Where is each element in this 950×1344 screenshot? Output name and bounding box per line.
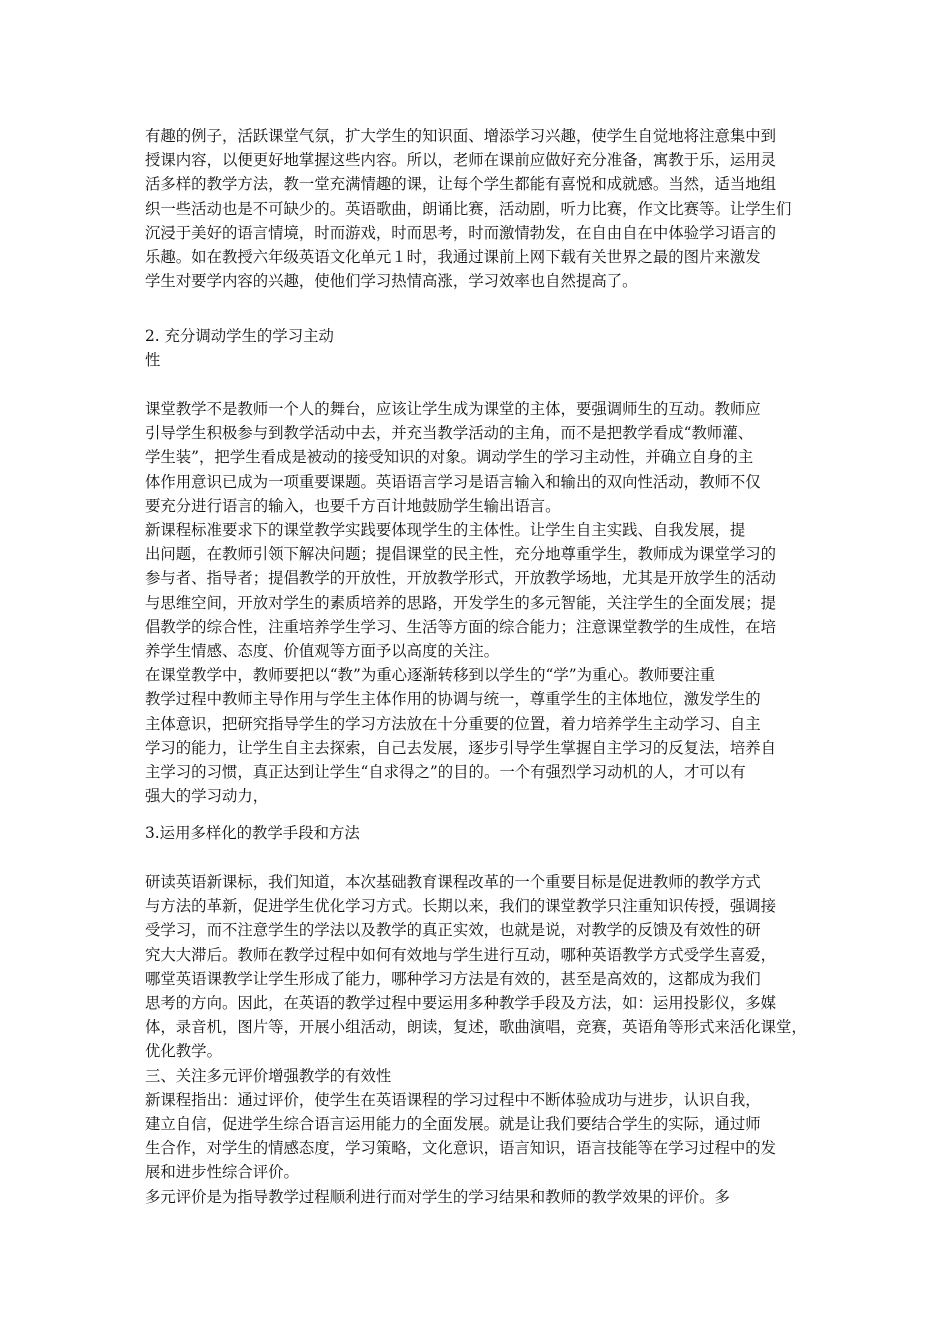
section-heading-2: 2. 充分调动学生的学习主动 性 xyxy=(145,327,334,370)
paragraph-intro: 有趣的例子，活跃课堂气氛，扩大学生的知识面、增添学习兴趣，使学生自觉地将注意集中到 授课内容，以便更好地掌握这些内容。所以，老师在课前应做好充分准备，寓教于乐，运用灵 活多样的教学方法，教一堂充满情趣的课，让每个学生都能有喜悦和成就感。当然，适当地组 织一些活动也是不可缺少的。英语歌曲，朗诵比赛，活动剧，听力比赛，作文比赛等。让学生们 沉浸于美好的语言情境，时而游戏，时而思考，时而激情勃发，在自由自在中体验学习语言的 乐趣。如在教授六年级英语文化单元１时，我通过课前上网下载有关世界之最的图片来激发 学生对要学内容的兴趣，使他们学习热情高涨，学习效率也自然提高了。 xyxy=(145,127,792,291)
section-heading-3: 3.运用多样化的教学手段和方法 xyxy=(145,824,360,842)
paragraph-section-2: 课堂教学不是教师一个人的舞台，应该让学生成为课堂的主体，要强调师生的互动。教师应 引导学生积极参与到教学活动中去，并充当教学活动的主角，而不是把教学看成“教师灌、 学生装”，把学生看成是被动的接受知识的对象。调动学生的学习主动性，并确立自身的主 体作用意识已成为一项重要课题。英语语言学习是语言输入和输出的双向性活动，教师不仅 要充分进行语言的输入，也要千方百计地鼓励学生输出语言。 新课程标准要求下的课堂教学实践要体现学生的主体性。让学生自主实践、自我发展，提 出问题，在教师引领下解决问题；提倡课堂的民主性，充分地尊重学生，教师成为课堂学习的 参与者、指导者；提倡教学的开放性，开放教学形式，开放教学场地，尤其是开放学生的活动 与思维空间，开放对学生的素质培养的思路，开发学生的多元智能，关注学生的全面发展；提 倡教学的综合性，注重培养学生学习、生活等方面的综合能力；注意课堂教学的生成性，在培 养学生情感、态度、价值观等方面予以高度的关注。 在课堂教学中，教师要把以“教”为重心逐渐转移到以学生的“学”为重心。教师要注重 教学过程中教师主导作用与学生主体作用的协调与统一，尊重学生的主体地位，激发学生的 主体意识，把研究指导学生的学习方法放在十分重要的位置，着力培养学生主动学习、自主 学习的能力，让学生自主去探索，自己去发展，逐步引导学生掌握自主学习的反复法，培养自 主学习的习惯，真正达到让学生“自求得之”的目的。一个有强烈学习动机的人，才可以有 强大的学习动力， xyxy=(145,400,777,806)
paragraph-section-3: 研读英语新课标，我们知道，本次基础教育课程改革的一个重要目标是促进教师的教学方式 与方法的革新，促进学生优化学习方式。长期以来，我们的课堂教学只注重知识传授，强调接 受学习，而不注意学生的学法以及教学的真正实效，也就是说，对教学的反馈及有效性的研 究大大滞后。教师在教学过程中如何有效地与学生进行互动，哪种英语教学方式受学生喜爱， 哪堂英语课教学让学生形成了能力，哪种学习方法是有效的，甚至是高效的，这都成为我们 思考的方向。因此，在英语的教学过程中要运用多种教学手段及方法，如：运用投影仪，多媒 体，录音机，图片等，开展小组活动，朗读，复述，歌曲演唱，竞赛，英语角等形式来活化课堂， 优化教学。 三、关注多元评价增强教学的有效性 新课程指出：通过评价，使学生在英语课程的学习过程中不断体验成功与进步，认识自我， 建立自信，促进学生综合语言运用能力的全面发展。就是让我们要结合学生的实际，通过师 生合作，对学生的情感态度，学习策略，文化意识，语言知识，语言技能等在学习过程中的发 展和进步性综合评价。 多元评价是为指导教学过程顺利进行而对学生的学习结果和教师的教学效果的评价。多 xyxy=(145,873,807,1206)
